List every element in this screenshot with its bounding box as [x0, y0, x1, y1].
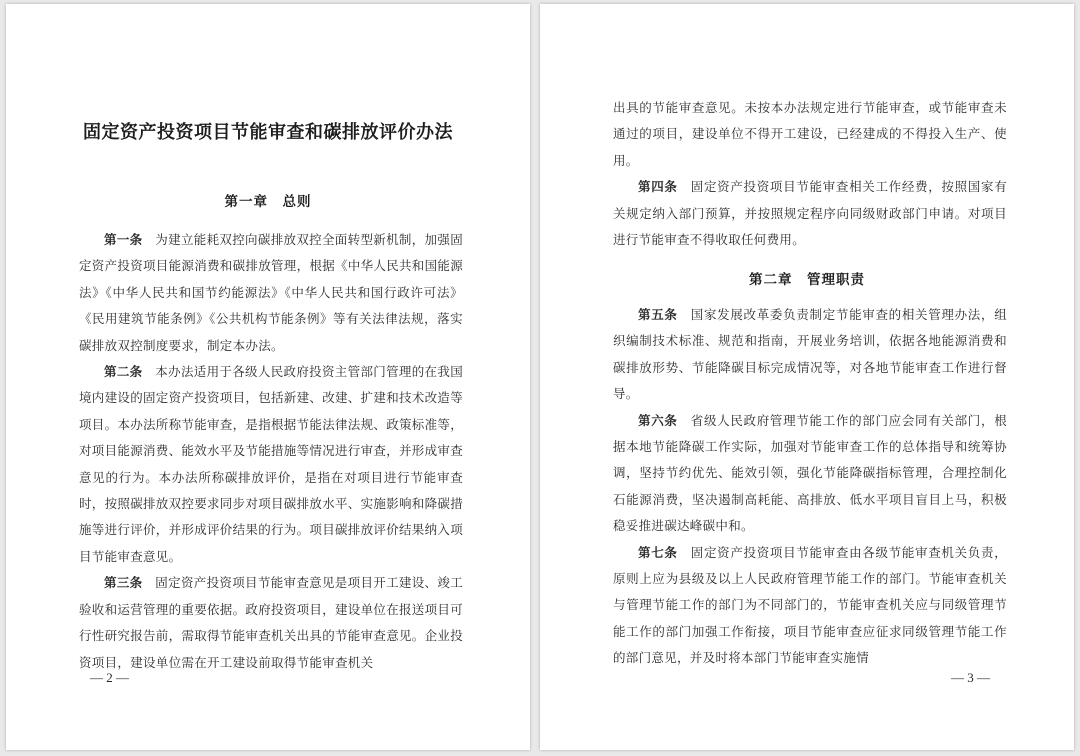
article-label: 第三条 — [104, 575, 143, 591]
body-text-right-bottom — [613, 302, 1007, 672]
article-label: 第六条 — [638, 412, 678, 428]
chapter-heading-2: 第二章 管理职责 — [749, 272, 865, 288]
article-text: 固定资产投资项目节能审查由各级节能审查机关负责，原则上应为县级及以上人民政府管理节能工作的部门。节能审查机关与管理节能工作的部门为不同部门的，节能审查机关应与同级管理节能工作的部门加强工作衔接，项目节能审查应征求同级管理节能工作的部门意见，并及时将本部门节能审查实施情 — [613, 544, 1007, 666]
article-label: 第四条 — [638, 179, 678, 195]
article-text: 国家发展改革委负责制定节能审查的相关管理办法，组织编制技术标准、规范和指南，开展业务培训，依据各地能源消费和碳排放形势、节能降碳目标完成情况等，对各地节能审查工作进行督导。 — [613, 307, 1007, 402]
body-text-left — [79, 227, 463, 676]
article-label: 第一条 — [104, 232, 143, 247]
chapter-heading-1: 第一章 总则 — [224, 194, 312, 210]
article-3 — [79, 570, 463, 676]
article-label: 第二条 — [104, 364, 143, 380]
article-label: 第五条 — [638, 307, 678, 322]
article-text: 本办法适用于各级人民政府投资主管部门管理的在我国境内建设的固定资产投资项目，包括新建、改建、扩建和技术改造等项目。本办法所称节能审查，是指根据节能法律法规、政策标准等，对项目能源消费、能效水平及节能措施等情况进行审查，并形成审查意见的行为。本办法所称碳排放评价，是指在对项目进行节能审查时，按照碳排放双控要求同步对项目碳排放水平、实施影响和降碳措施等进行评价，并形成评价结果的行为。项目碳排放评价结果纳入项目节能审查意见。 — [79, 364, 464, 564]
article-text: 固定资产投资项目节能审查相关工作经费，按照国家有关规定纳入部门预算，并按照规定程序向同级财政部门申请。对项目进行节能审查不得收取任何费用。 — [613, 179, 1007, 248]
article-text: 省级人民政府管理节能工作的部门应会同有关部门，根据本地节能降碳工作实际，加强对节能审查工作的总体指导和统筹协调，坚持节约优先、能效引领，强化节能降碳指标管理，合理控制化石能源消费，坚决遏制高耗能、高排放、低水平项目盲目上马，积极稳妥推进碳达峰碳中和。 — [613, 412, 1007, 534]
article-text: 固定资产投资项目节能审查意见是项目开工建设、竣工验收和运营管理的重要依据。政府投资项目，建设单位在报送项目可行性研究报告前，需取得节能审查机关出具的节能审查意见。企业投资项目，建设单位需在开工建设前取得节能审查机关 — [79, 575, 464, 670]
body-text-right-top — [613, 95, 1007, 253]
document-page-left — [6, 4, 530, 750]
document-page-right — [540, 4, 1074, 750]
article-2 — [79, 359, 463, 570]
article-5 — [613, 302, 1007, 408]
document-title: 固定资产投资项目节能审查和碳排放评价办法 — [83, 122, 453, 143]
article-label: 第七条 — [638, 544, 678, 560]
article-text: 为建立能耗双控向碳排放双控全面转型新机制，加强固定资产投资项目能源消费和碳排放管理，根据《中华人民共和国能源法》《中华人民共和国节约能源法》《中华人民共和国行政许可法》《民用建筑节能条例》《公共机构节能条例》等有关法律法规，落实碳排放双控制度要求，制定本办法。 — [79, 232, 464, 353]
article-7 — [613, 540, 1007, 672]
article-4 — [613, 174, 1007, 253]
page-number: — 2 — — [90, 670, 129, 685]
page-number: — 3 — — [951, 670, 990, 685]
article-1 — [79, 227, 463, 359]
continuation-text: 出具的节能审查意见。未按本办法规定进行节能审查，或节能审查未通过的项目，建设单位不得开工建设，已经建成的不得投入生产、使用。 — [613, 100, 1007, 168]
article-6 — [613, 408, 1007, 540]
